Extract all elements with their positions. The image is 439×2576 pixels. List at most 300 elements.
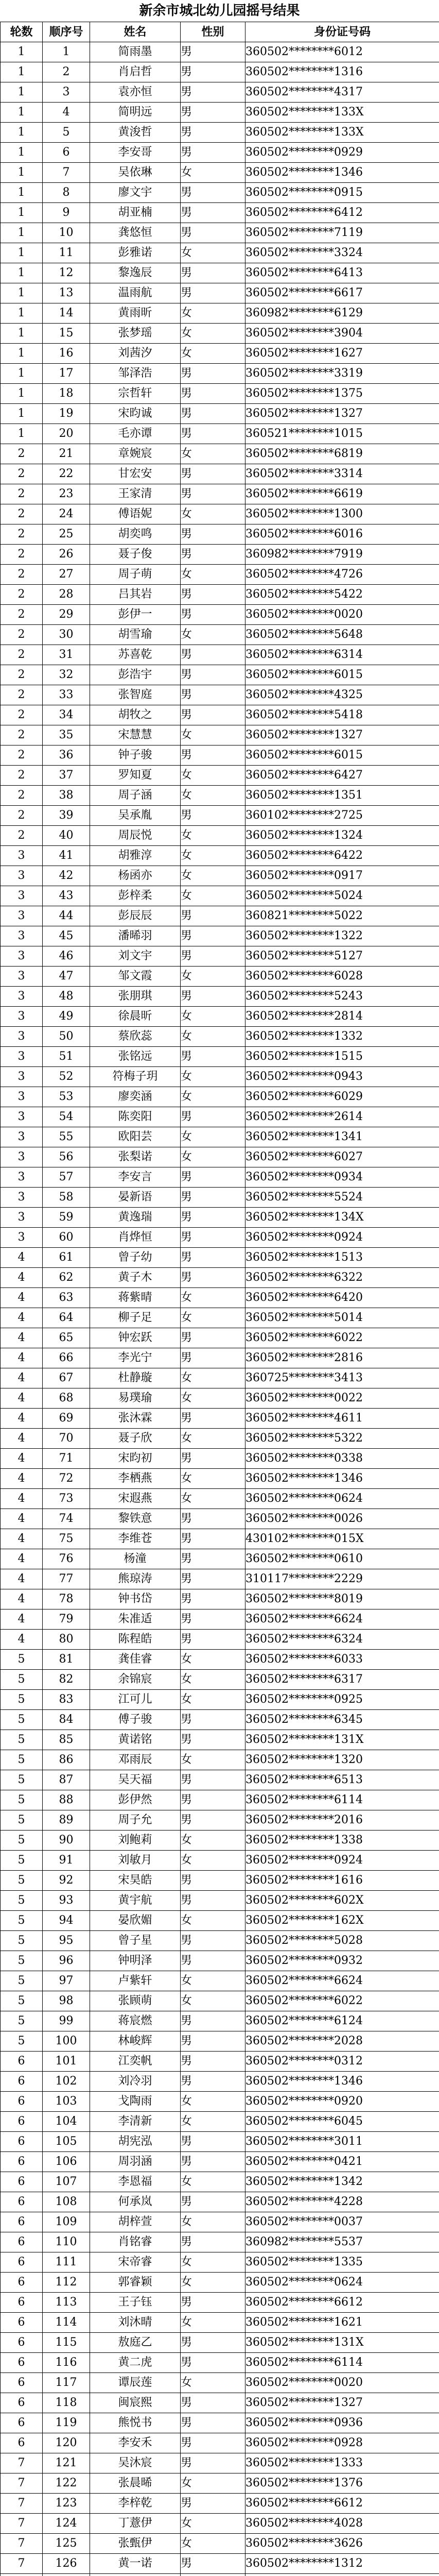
id-number-cell: 360502********1320 xyxy=(245,1750,439,1770)
round-cell: 3 xyxy=(1,866,43,886)
name-cell: 张梦瑶 xyxy=(90,324,181,344)
round-cell: 1 xyxy=(1,203,43,223)
table-row xyxy=(1,163,439,183)
table-row xyxy=(1,1328,439,1348)
gender-cell: 男 xyxy=(181,1710,245,1730)
sequence-cell: 108 xyxy=(43,2192,90,2212)
round-cell: 1 xyxy=(1,263,43,283)
sequence-cell: 114 xyxy=(43,2313,90,2333)
name-cell: 宗哲轩 xyxy=(90,384,181,404)
id-number-cell: 360502********1621 xyxy=(245,2313,439,2333)
gender-cell: 女 xyxy=(181,1067,245,1087)
round-cell: 2 xyxy=(1,605,43,625)
name-cell: 刘冷羽 xyxy=(90,2072,181,2092)
sequence-cell: 82 xyxy=(43,1670,90,1690)
sequence-cell: 106 xyxy=(43,2152,90,2172)
table-row xyxy=(1,1348,439,1368)
sequence-cell: 99 xyxy=(43,2011,90,2031)
sequence-cell: 47 xyxy=(43,967,90,987)
round-cell: 6 xyxy=(1,2072,43,2092)
sequence-cell: 41 xyxy=(43,846,90,866)
sequence-cell: 51 xyxy=(43,1047,90,1067)
name-cell: 黄诺铭 xyxy=(90,1730,181,1750)
gender-cell: 女 xyxy=(181,1127,245,1147)
round-cell: 1 xyxy=(1,82,43,103)
round-cell: 4 xyxy=(1,1248,43,1268)
id-number-cell: 360502********0928 xyxy=(245,2433,439,2453)
round-cell: 1 xyxy=(1,163,43,183)
gender-cell: 男 xyxy=(181,545,245,565)
gender-cell: 男 xyxy=(181,745,245,766)
name-cell: 傅子骏 xyxy=(90,1710,181,1730)
round-cell: 1 xyxy=(1,183,43,203)
name-cell: 江可儿 xyxy=(90,1690,181,1710)
gender-cell: 男 xyxy=(181,665,245,685)
table-row xyxy=(1,183,439,203)
id-number-cell: 360502********6612 xyxy=(245,2293,439,2313)
sequence-cell: 44 xyxy=(43,906,90,926)
id-number-cell: 360502********4028 xyxy=(245,2514,439,2534)
gender-cell: 男 xyxy=(181,82,245,103)
table-row xyxy=(1,2192,439,2212)
sequence-cell: 67 xyxy=(43,1368,90,1388)
table-row xyxy=(1,2313,439,2333)
id-number-cell: 360502********1322 xyxy=(245,926,439,946)
id-number-cell: 360502********0026 xyxy=(245,1509,439,1529)
sequence-cell: 38 xyxy=(43,786,90,806)
gender-cell: 男 xyxy=(181,1891,245,1911)
table-row xyxy=(1,1569,439,1589)
gender-cell: 女 xyxy=(181,846,245,866)
name-cell: 杨潼 xyxy=(90,1549,181,1569)
sequence-cell: 68 xyxy=(43,1388,90,1409)
sequence-cell: 118 xyxy=(43,2393,90,2413)
id-number-cell: 360502********4228 xyxy=(245,2192,439,2212)
sequence-cell: 90 xyxy=(43,1831,90,1851)
sequence-cell: 12 xyxy=(43,263,90,283)
id-number-cell xyxy=(245,2574,439,2576)
round-cell: 4 xyxy=(1,1569,43,1589)
id-number-cell: 360502********131X xyxy=(245,1730,439,1750)
name-cell: 李清新 xyxy=(90,2112,181,2132)
sequence-cell: 122 xyxy=(43,2473,90,2494)
table-row xyxy=(1,303,439,324)
table-row xyxy=(1,243,439,263)
id-number-cell: 360502********0924 xyxy=(245,1851,439,1871)
name-cell: 甘宏安 xyxy=(90,464,181,484)
sequence-cell: 11 xyxy=(43,243,90,263)
round-cell: 3 xyxy=(1,1047,43,1067)
id-number-cell: 360502********5524 xyxy=(245,1188,439,1208)
round-cell: 6 xyxy=(1,2333,43,2353)
name-cell: 宋昀诚 xyxy=(90,404,181,424)
table-row xyxy=(1,384,439,404)
sequence-cell: 58 xyxy=(43,1188,90,1208)
round-cell: 5 xyxy=(1,1770,43,1790)
table-row xyxy=(1,806,439,826)
round-cell: 4 xyxy=(1,1348,43,1368)
round-cell: 4 xyxy=(1,1549,43,1569)
name-cell: 刘敏月 xyxy=(90,1851,181,1871)
gender-cell: 男 xyxy=(181,1047,245,1067)
table-row xyxy=(1,504,439,524)
gender-cell: 男 xyxy=(181,123,245,143)
sequence-cell: 33 xyxy=(43,685,90,705)
id-number-cell: 360982********6129 xyxy=(245,303,439,324)
id-number-cell: 360502********2028 xyxy=(245,2031,439,2052)
table-row xyxy=(1,786,439,806)
table-row xyxy=(1,1288,439,1308)
id-number-cell: 360502********1351 xyxy=(245,786,439,806)
sequence-cell: 53 xyxy=(43,1087,90,1107)
sequence-cell: 63 xyxy=(43,1288,90,1308)
table-row xyxy=(1,545,439,565)
id-number-cell: 360502********1332 xyxy=(245,1027,439,1047)
name-cell: 吴承胤 xyxy=(90,806,181,826)
sequence-cell: 13 xyxy=(43,283,90,303)
table-row xyxy=(1,2273,439,2293)
id-number-cell: 360502********6022 xyxy=(245,1991,439,2011)
table-row xyxy=(1,725,439,745)
round-cell: 4 xyxy=(1,1288,43,1308)
name-cell: 杨函亦 xyxy=(90,866,181,886)
sequence-cell: 55 xyxy=(43,1127,90,1147)
table-row xyxy=(1,42,439,62)
name-cell: 宋昊皓 xyxy=(90,1871,181,1891)
round-cell: 2 xyxy=(1,806,43,826)
sequence-cell: 42 xyxy=(43,866,90,886)
name-cell: 宋慧慧 xyxy=(90,725,181,745)
name-cell: 李梓乾 xyxy=(90,2494,181,2514)
id-number-cell: 360502********0920 xyxy=(245,2092,439,2112)
gender-cell: 女 xyxy=(181,1308,245,1328)
round-cell: 4 xyxy=(1,1609,43,1630)
round-cell: 6 xyxy=(1,2112,43,2132)
sequence-cell: 46 xyxy=(43,946,90,967)
table-row xyxy=(1,967,439,987)
name-cell: 毛亦谭 xyxy=(90,424,181,444)
table-row xyxy=(1,987,439,1007)
gender-cell: 女 xyxy=(181,786,245,806)
round-cell: 6 xyxy=(1,2152,43,2172)
name-cell: 周子萌 xyxy=(90,565,181,585)
sequence-cell: 27 xyxy=(43,565,90,585)
gender-cell: 女 xyxy=(181,1911,245,1931)
id-number-cell: 360502********0624 xyxy=(245,1489,439,1509)
id-number-cell: 360502********0915 xyxy=(245,183,439,203)
sequence-cell: 73 xyxy=(43,1489,90,1509)
name-cell: 吴沐宸 xyxy=(90,2453,181,2473)
id-number-cell: 360502********6420 xyxy=(245,1288,439,1308)
id-number-cell: 360502********1324 xyxy=(245,826,439,846)
name-cell: 熊琼涛 xyxy=(90,1569,181,1589)
round-cell xyxy=(1,2574,43,2576)
name-cell: 敖庭乙 xyxy=(90,2333,181,2353)
gender-cell: 男 xyxy=(181,1188,245,1208)
gender-cell: 男 xyxy=(181,1810,245,1831)
sequence-cell: 126 xyxy=(43,2554,90,2574)
gender-cell: 男 xyxy=(181,605,245,625)
id-number-cell: 360502********6314 xyxy=(245,645,439,665)
round-cell: 1 xyxy=(1,243,43,263)
id-number-cell: 360502********1346 xyxy=(245,163,439,183)
round-cell: 7 xyxy=(1,2453,43,2473)
id-number-cell: 360502********131X xyxy=(245,2333,439,2353)
sequence-cell: 62 xyxy=(43,1268,90,1288)
round-cell: 5 xyxy=(1,1851,43,1871)
name-cell: 郭睿颖 xyxy=(90,2273,181,2293)
id-number-cell: 360982********7919 xyxy=(245,545,439,565)
name-cell: 简明远 xyxy=(90,103,181,123)
table-row xyxy=(1,1007,439,1027)
table-row xyxy=(1,223,439,243)
id-number-cell: 360502********0037 xyxy=(245,2212,439,2232)
id-number-cell: 360502********5024 xyxy=(245,886,439,906)
table-row xyxy=(1,2494,439,2514)
round-cell: 2 xyxy=(1,725,43,745)
table-row xyxy=(1,524,439,545)
sequence-cell: 16 xyxy=(43,344,90,364)
id-number-cell: 360502********1327 xyxy=(245,404,439,424)
id-number-cell: 360502********6427 xyxy=(245,766,439,786)
name-cell: 欧阳芸 xyxy=(90,1127,181,1147)
id-number-cell: 360502********3314 xyxy=(245,464,439,484)
table-row xyxy=(1,605,439,625)
sequence-cell: 120 xyxy=(43,2433,90,2453)
table-row xyxy=(1,1730,439,1750)
id-number-cell: 360521********1015 xyxy=(245,424,439,444)
name-cell: 李维苍 xyxy=(90,1529,181,1549)
name-cell: 彭辰辰 xyxy=(90,906,181,926)
sequence-cell: 123 xyxy=(43,2494,90,2514)
name-cell: 宋遐燕 xyxy=(90,1489,181,1509)
sequence-cell: 22 xyxy=(43,464,90,484)
table-row xyxy=(1,1690,439,1710)
id-number-cell: 360502********4611 xyxy=(245,1409,439,1429)
round-cell: 5 xyxy=(1,1871,43,1891)
id-number-cell: 360502********5322 xyxy=(245,1429,439,1449)
table-row xyxy=(1,946,439,967)
gender-cell: 女 xyxy=(181,565,245,585)
sequence-cell: 125 xyxy=(43,2534,90,2554)
name-cell: 廖奕涵 xyxy=(90,1087,181,1107)
sequence-cell: 102 xyxy=(43,2072,90,2092)
sequence-cell: 66 xyxy=(43,1348,90,1368)
table-row xyxy=(1,1268,439,1288)
table-row xyxy=(1,2353,439,2373)
round-cell: 6 xyxy=(1,2313,43,2333)
gender-cell: 男 xyxy=(181,1449,245,1469)
sequence-cell: 84 xyxy=(43,1710,90,1730)
table-row xyxy=(1,1047,439,1067)
round-cell: 5 xyxy=(1,1991,43,2011)
sequence-cell: 48 xyxy=(43,987,90,1007)
name-cell: 符梅子玥 xyxy=(90,1067,181,1087)
id-number-cell: 360502********6322 xyxy=(245,1268,439,1288)
table-row xyxy=(1,705,439,725)
gender-cell: 男 xyxy=(181,183,245,203)
name-cell: 胡宪泓 xyxy=(90,2132,181,2152)
table-row xyxy=(1,464,439,484)
id-number-cell: 310117********2229 xyxy=(245,1569,439,1589)
round-cell: 3 xyxy=(1,1127,43,1147)
id-number-cell: 360502********6422 xyxy=(245,846,439,866)
gender-cell: 男 xyxy=(181,806,245,826)
table-row xyxy=(1,1871,439,1891)
sequence-cell: 107 xyxy=(43,2172,90,2192)
table-row xyxy=(1,1208,439,1228)
table-row xyxy=(1,745,439,766)
gender-cell: 男 xyxy=(181,2353,245,2373)
gender-cell: 男 xyxy=(181,906,245,926)
table-row xyxy=(1,2373,439,2393)
gender-cell: 女 xyxy=(181,2313,245,2333)
id-number-cell: 360502********2614 xyxy=(245,1107,439,1127)
sequence-cell: 117 xyxy=(43,2373,90,2393)
table-row xyxy=(1,1087,439,1107)
name-cell: 江奕帆 xyxy=(90,2052,181,2072)
results-table xyxy=(0,22,439,2576)
id-number-cell: 360502********0917 xyxy=(245,866,439,886)
id-number-cell: 360502********2816 xyxy=(245,1348,439,1368)
name-cell: 黄二虎 xyxy=(90,2353,181,2373)
table-row xyxy=(1,263,439,283)
round-cell: 1 xyxy=(1,424,43,444)
sequence-cell: 7 xyxy=(43,163,90,183)
round-cell: 3 xyxy=(1,1167,43,1188)
name-cell: 李安言 xyxy=(90,1167,181,1188)
id-number-cell: 360502********0421 xyxy=(245,2152,439,2172)
round-cell: 5 xyxy=(1,2011,43,2031)
sequence-cell: 43 xyxy=(43,886,90,906)
gender-cell: 男 xyxy=(181,1730,245,1750)
name-cell: 蔡欣蕊 xyxy=(90,1027,181,1047)
sequence-cell: 110 xyxy=(43,2232,90,2252)
name-cell: 肖烨恒 xyxy=(90,1228,181,1248)
round-cell: 3 xyxy=(1,1228,43,1248)
sequence-cell: 104 xyxy=(43,2112,90,2132)
table-row xyxy=(1,826,439,846)
id-number-cell: 360725********3413 xyxy=(245,1368,439,1388)
table-row xyxy=(1,1891,439,1911)
gender-cell: 女 xyxy=(181,2112,245,2132)
gender-cell: 男 xyxy=(181,1790,245,1810)
gender-cell xyxy=(181,2574,245,2576)
sequence-cell: 69 xyxy=(43,1409,90,1429)
gender-cell: 男 xyxy=(181,404,245,424)
table-row xyxy=(1,1790,439,1810)
sequence-cell: 64 xyxy=(43,1308,90,1328)
round-cell: 2 xyxy=(1,444,43,464)
round-cell: 1 xyxy=(1,283,43,303)
id-number-cell: 360502********1346 xyxy=(245,1469,439,1489)
round-cell: 3 xyxy=(1,1067,43,1087)
table-row xyxy=(1,424,439,444)
sequence-cell: 72 xyxy=(43,1469,90,1489)
gender-cell: 男 xyxy=(181,926,245,946)
round-cell: 6 xyxy=(1,2052,43,2072)
name-cell: 胡亚楠 xyxy=(90,203,181,223)
round-cell: 4 xyxy=(1,1328,43,1348)
table-row xyxy=(1,1308,439,1328)
name-cell: 张顾萌 xyxy=(90,1991,181,2011)
sequence-cell: 17 xyxy=(43,364,90,384)
sequence-cell: 100 xyxy=(43,2031,90,2052)
id-number-cell: 360502********1346 xyxy=(245,2072,439,2092)
id-number-cell: 360502********5418 xyxy=(245,705,439,725)
gender-cell: 女 xyxy=(181,625,245,645)
round-cell: 1 xyxy=(1,143,43,163)
gender-cell: 女 xyxy=(181,1650,245,1670)
table-row xyxy=(1,2052,439,2072)
round-cell: 6 xyxy=(1,2252,43,2273)
name-cell: 龚悠恒 xyxy=(90,223,181,243)
round-cell: 4 xyxy=(1,1368,43,1388)
table-row xyxy=(1,364,439,384)
sequence-cell: 95 xyxy=(43,1931,90,1951)
sequence-cell: 61 xyxy=(43,1248,90,1268)
gender-cell: 男 xyxy=(181,524,245,545)
id-number-cell: 360502********4726 xyxy=(245,565,439,585)
sequence-cell: 105 xyxy=(43,2132,90,2152)
table-row xyxy=(1,1951,439,1971)
round-cell: 5 xyxy=(1,1690,43,1710)
sequence-cell: 28 xyxy=(43,585,90,605)
table-row xyxy=(1,1248,439,1268)
id-number-cell: 360502********6317 xyxy=(245,1670,439,1690)
round-cell: 1 xyxy=(1,123,43,143)
gender-cell: 女 xyxy=(181,2373,245,2393)
sequence-cell: 79 xyxy=(43,1609,90,1630)
round-cell: 4 xyxy=(1,1449,43,1469)
name-cell: 熊悦书 xyxy=(90,2413,181,2433)
sequence-cell: 26 xyxy=(43,545,90,565)
round-cell: 4 xyxy=(1,1308,43,1328)
gender-cell: 女 xyxy=(181,2252,245,2273)
gender-cell: 女 xyxy=(181,2092,245,2112)
round-cell: 2 xyxy=(1,786,43,806)
round-cell: 3 xyxy=(1,846,43,866)
gender-cell: 女 xyxy=(181,1027,245,1047)
name-cell: 王家清 xyxy=(90,484,181,504)
sequence-cell: 19 xyxy=(43,404,90,424)
name-cell: 钟宏跃 xyxy=(90,1328,181,1348)
gender-cell: 男 xyxy=(181,263,245,283)
id-number-cell: 360502********2016 xyxy=(245,1810,439,1831)
name-cell: 张梨诺 xyxy=(90,1147,181,1167)
sequence-cell: 119 xyxy=(43,2413,90,2433)
gender-cell: 男 xyxy=(181,1409,245,1429)
table-row xyxy=(1,2172,439,2192)
gender-cell: 女 xyxy=(181,866,245,886)
gender-cell: 女 xyxy=(181,344,245,364)
table-row xyxy=(1,283,439,303)
sequence-cell: 59 xyxy=(43,1208,90,1228)
round-cell: 5 xyxy=(1,1891,43,1911)
name-cell: 吴依琳 xyxy=(90,163,181,183)
id-number-cell: 360502********6624 xyxy=(245,1971,439,1991)
gender-cell: 男 xyxy=(181,2232,245,2252)
table-row xyxy=(1,1188,439,1208)
gender-cell: 女 xyxy=(181,1971,245,1991)
name-cell: 钟明泽 xyxy=(90,1951,181,1971)
round-cell: 3 xyxy=(1,1188,43,1208)
name-cell: 潘晞羽 xyxy=(90,926,181,946)
gender-cell: 女 xyxy=(181,243,245,263)
round-cell: 2 xyxy=(1,524,43,545)
id-number-cell: 360502********0932 xyxy=(245,1951,439,1971)
name-cell: 陈程皓 xyxy=(90,1630,181,1650)
